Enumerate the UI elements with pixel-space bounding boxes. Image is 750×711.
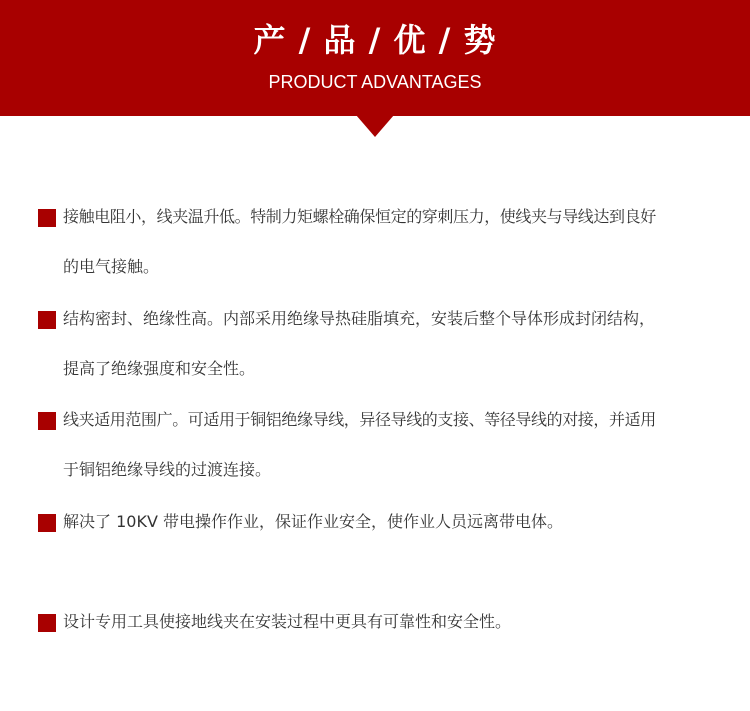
advantage-line: 解决了 10KV 带电操作作业，保证作业安全，使作业人员远离带电体。	[63, 512, 563, 531]
square-bullet-icon	[38, 209, 56, 227]
square-bullet-icon	[38, 412, 56, 430]
square-bullet-icon	[38, 614, 56, 632]
square-bullet-icon	[38, 311, 56, 329]
square-bullet-icon	[38, 514, 56, 532]
advantage-item	[38, 597, 750, 647]
advantage-item	[38, 497, 750, 547]
advantage-line: 的电气接触。	[63, 257, 160, 276]
page-title: 产 / 品 / 优 / 势	[253, 21, 497, 59]
advantage-item	[38, 294, 750, 394]
advantage-line: 线夹适用范围广。可适用于铜铝绝缘导线，异径导线的支接、等径导线的对接，并适用	[63, 410, 656, 429]
header-pointer-triangle	[356, 115, 394, 137]
advantage-line: 结构密封、绝缘性高。内部采用绝缘导热硅脂填充，安装后整个导体形成封闭结构，	[63, 309, 656, 328]
advantage-item	[38, 395, 750, 495]
advantage-item	[38, 192, 750, 292]
advantage-line: 提高了绝缘强度和安全性。	[63, 359, 256, 378]
advantage-line: 设计专用工具使接地线夹在安装过程中更具有可靠性和安全性。	[63, 612, 512, 631]
advantage-line: 于铜铝绝缘导线的过渡连接。	[63, 460, 272, 479]
advantage-line: 接触电阻小，线夹温升低。特制力矩螺栓确保恒定的穿刺压力，使线夹与导线达到良好	[63, 207, 656, 226]
page-subtitle: PRODUCT ADVANTAGES	[268, 72, 482, 92]
